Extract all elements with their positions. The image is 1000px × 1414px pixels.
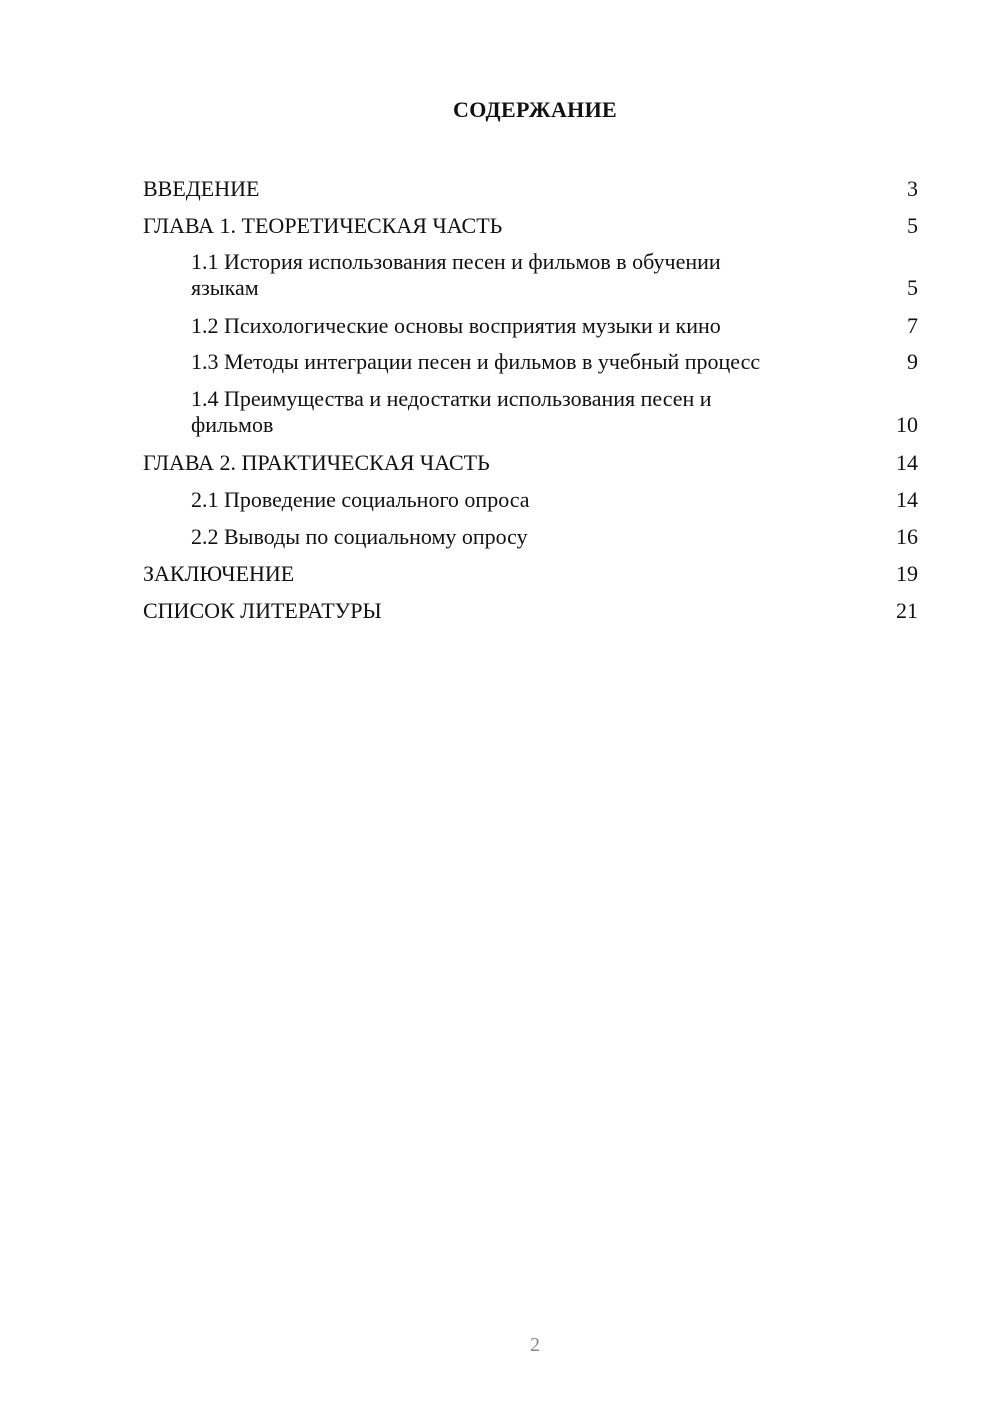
toc-entry-page: 9 (907, 349, 918, 374)
page-number: 2 (530, 1334, 540, 1356)
toc-entry-label: ГЛАВА 2. ПРАКТИЧЕСКАЯ ЧАСТЬ (143, 449, 490, 475)
toc-entry-page: 21 (896, 597, 918, 623)
toc-entry-label: 2.2 Выводы по социальному опросу (191, 523, 528, 549)
toc-entry-label: 2.1 Проведение социального опроса (191, 486, 530, 512)
toc-title: СОДЕРЖАНИЕ (453, 97, 617, 122)
toc-entry-chapter-1[interactable] (143, 207, 918, 244)
toc-entry-page: 5 (907, 275, 918, 300)
toc-entry-page: 14 (896, 486, 918, 512)
toc-entry-page: 3 (907, 175, 918, 201)
toc-entry-label: ГЛАВА 1. ТЕОРЕТИЧЕСКАЯ ЧАСТЬ (143, 212, 503, 238)
toc-entry-page: 7 (907, 312, 918, 338)
toc-entry-section-1-4[interactable] (143, 381, 918, 444)
toc-entry-section-2-1[interactable] (143, 481, 918, 518)
toc-entry-section-1-1[interactable] (143, 244, 918, 307)
toc-entry-references[interactable] (143, 592, 918, 629)
table-of-contents (143, 170, 918, 629)
toc-entry-page: 10 (896, 412, 918, 437)
toc-entry-page: 5 (907, 212, 918, 238)
toc-entry-page: 19 (896, 560, 918, 586)
toc-entry-page: 14 (896, 449, 918, 475)
toc-entry-conclusion[interactable] (143, 555, 918, 592)
toc-entry-label: 1.3 Методы интеграции песен и фильмов в учебный процесс (191, 349, 761, 374)
toc-entry-introduction[interactable] (143, 170, 918, 207)
toc-entry-label: СПИСОК ЛИТЕРАТУРЫ (143, 597, 382, 623)
toc-entry-label: 1.2 Психологические основы восприятия музыки и кино (191, 312, 721, 338)
toc-entry-label: 1.1 История использования песен и фильмов в обучении языкам (191, 249, 721, 300)
toc-entry-section-1-3[interactable] (143, 344, 918, 381)
toc-entry-label: ЗАКЛЮЧЕНИЕ (143, 560, 295, 586)
toc-entry-chapter-2[interactable] (143, 444, 918, 481)
toc-entry-section-1-2[interactable] (143, 307, 918, 344)
toc-entry-section-2-2[interactable] (143, 518, 918, 555)
toc-entry-label: ВВЕДЕНИЕ (143, 175, 260, 201)
toc-entry-page: 16 (896, 523, 918, 549)
toc-entry-label: 1.4 Преимущества и недостатки использования песен и фильмов (191, 386, 712, 437)
